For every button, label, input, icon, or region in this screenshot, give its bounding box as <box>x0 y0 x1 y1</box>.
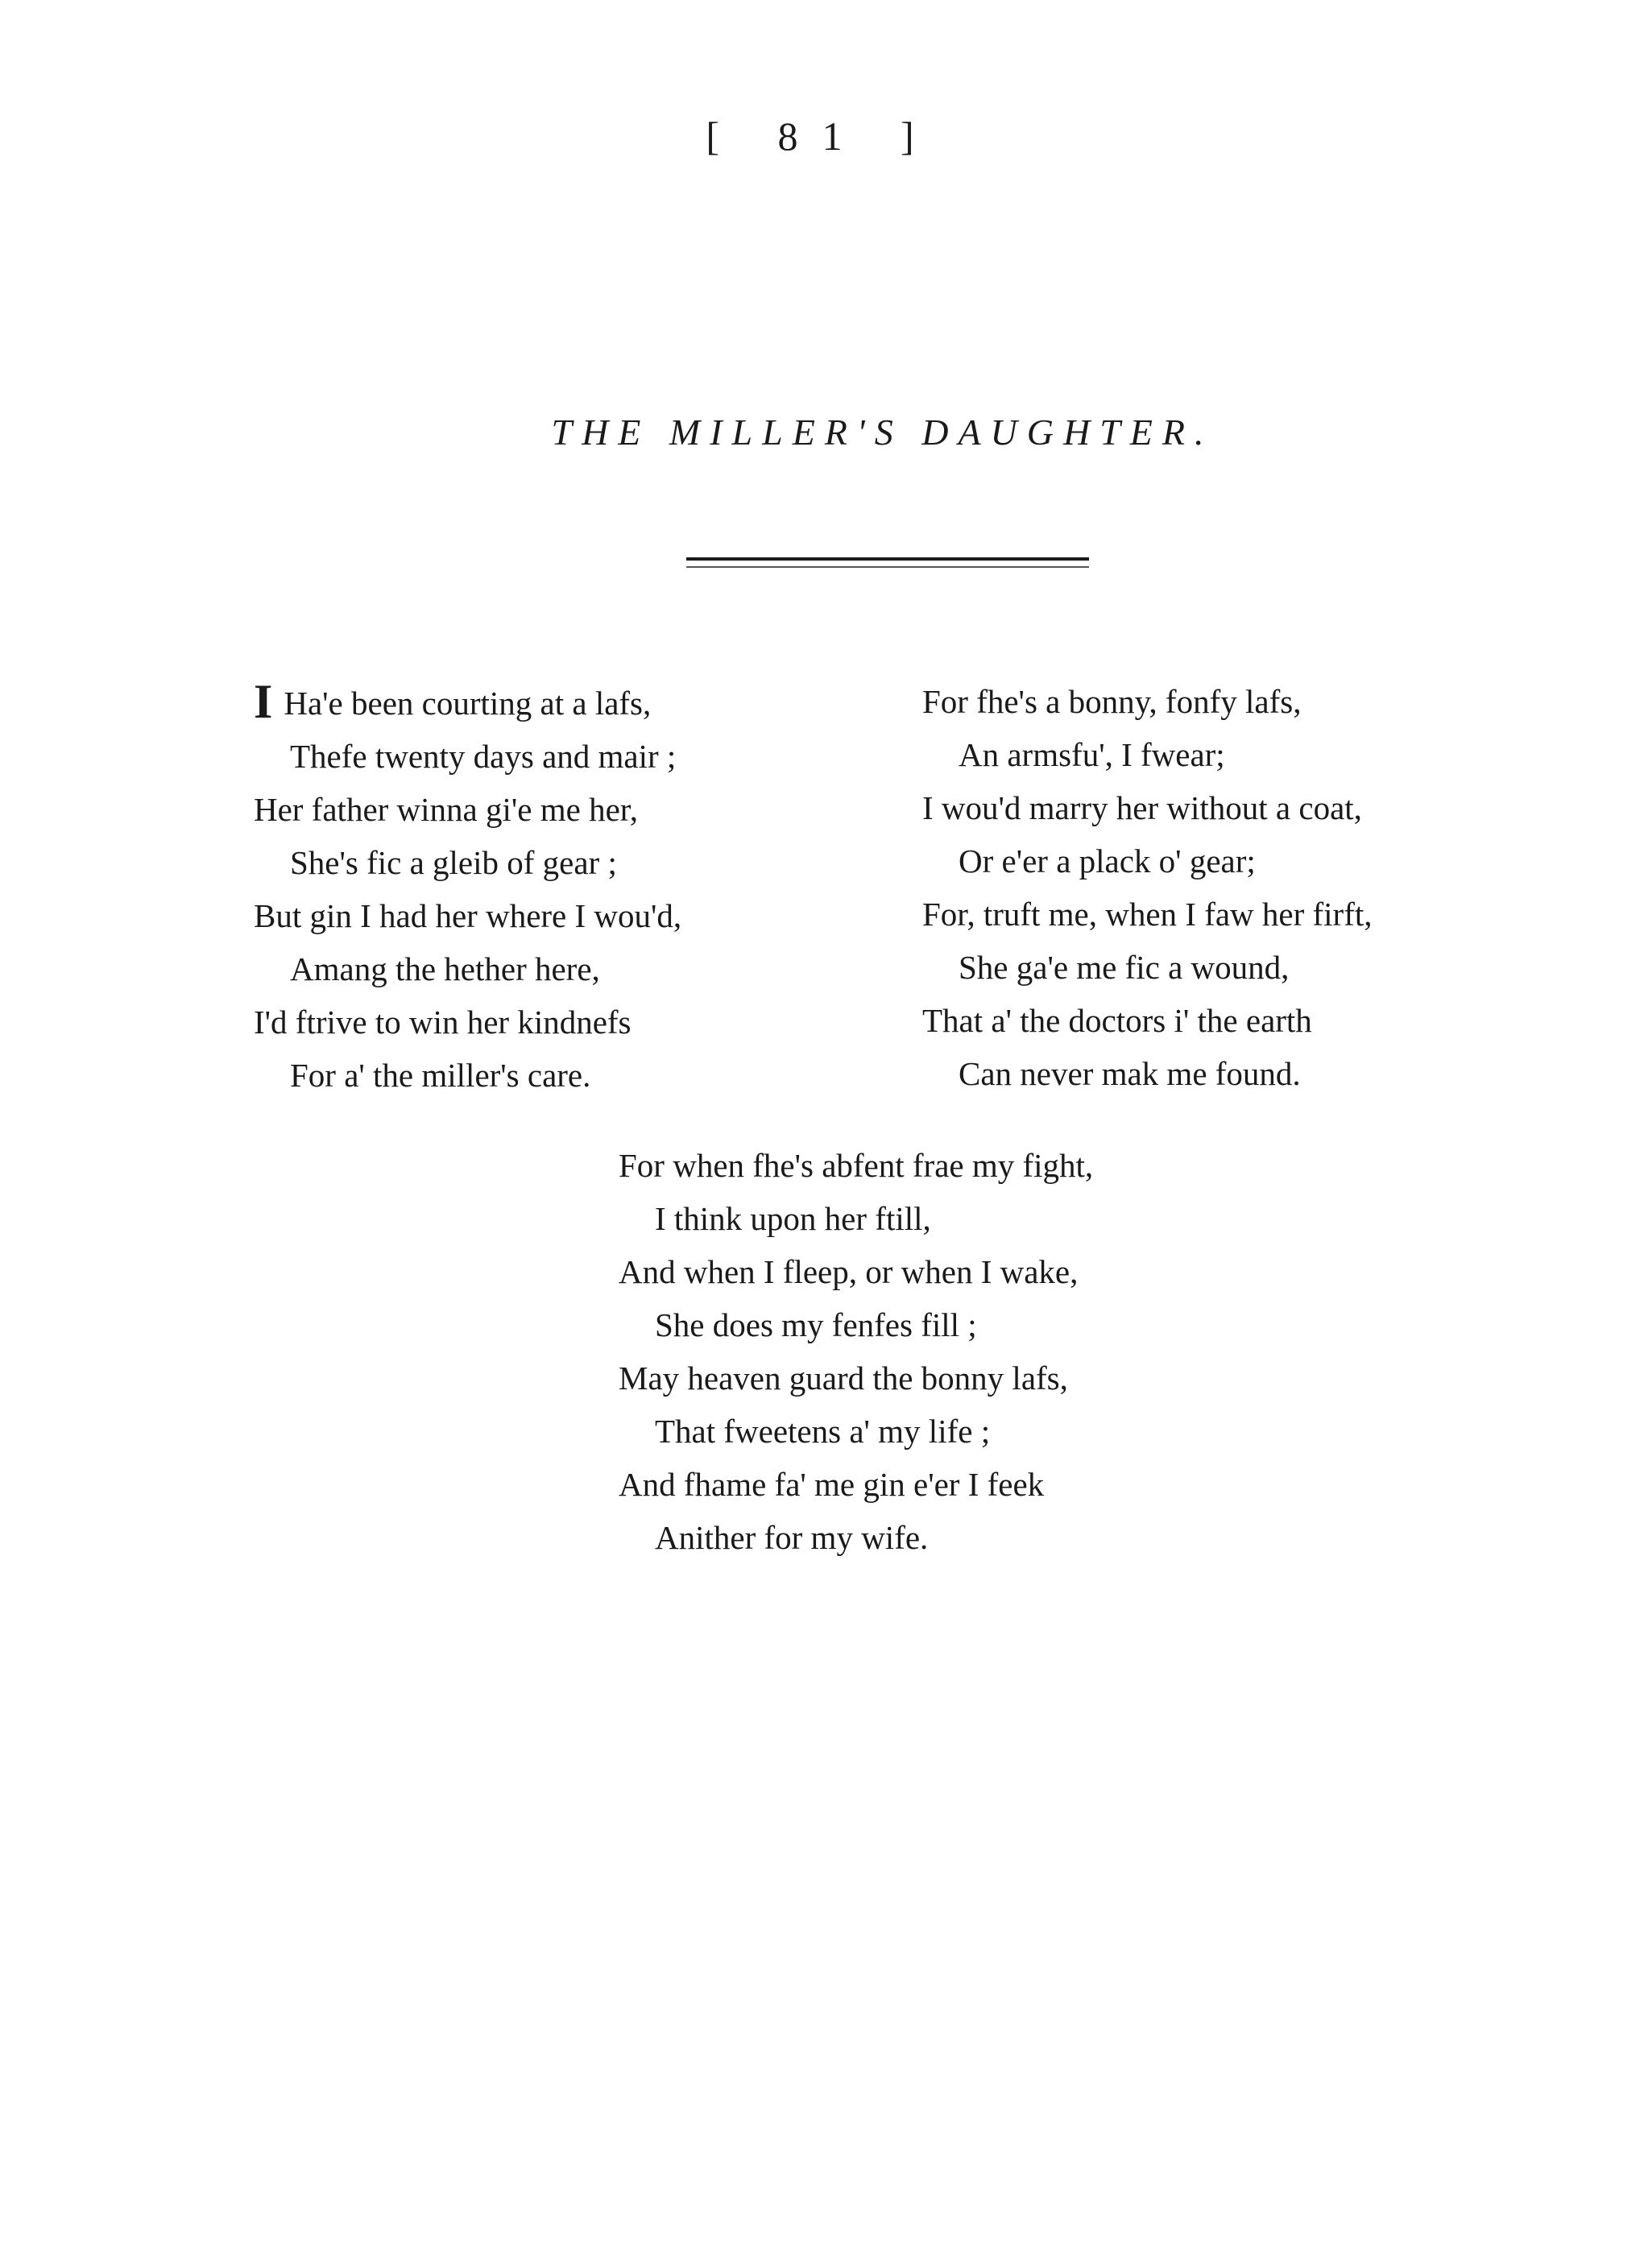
stanza-line: May heaven guard the bonny lafs, <box>619 1360 1068 1397</box>
stanza-line: Can never mak me found. <box>959 1055 1301 1092</box>
drop-cap: I <box>254 675 273 728</box>
stanza-line: That fweetens a' my life ; <box>655 1413 991 1450</box>
stanza-line: For a' the miller's care. <box>290 1057 591 1094</box>
stanza-line: She does my fenfes fill ; <box>655 1306 977 1343</box>
stanza-bottom <box>619 1139 1093 1564</box>
stanza-line: And fhame fa' me gin e'er I feek <box>619 1466 1045 1503</box>
stanza-line: For when fhe's abfent frae my fight, <box>619 1147 1094 1184</box>
rule-thick-line <box>686 557 1089 561</box>
stanza-line: I think upon her ftill, <box>655 1200 931 1237</box>
stanza-line: Her father winna gi'e me her, <box>254 791 639 828</box>
stanza-line: For, truft me, when I faw her firft, <box>922 896 1373 933</box>
stanza-line: I wou'd marry her without a coat, <box>922 789 1362 826</box>
stanza-line: And when I fleep, or when I wake, <box>619 1253 1079 1290</box>
stanza-line: An armsfu', I fwear; <box>959 736 1225 773</box>
stanza-line: Thefe twenty days and mair ; <box>290 738 677 775</box>
title-rule <box>686 557 1089 568</box>
rule-thin-line <box>686 566 1089 568</box>
stanza-line: I'd ftrive to win her kindnefs <box>254 1004 632 1041</box>
stanza-right <box>922 675 1373 1100</box>
page-number: [ 81 ] <box>706 114 938 159</box>
stanza-left <box>254 675 681 1102</box>
stanza-line <box>254 675 681 730</box>
stanza-line: Or e'er a plack o' gear; <box>959 842 1256 879</box>
stanza-line: For fhe's a bonny, fonfy lafs, <box>922 683 1302 720</box>
poem-title: THE MILLER'S DAUGHTER. <box>551 412 1214 453</box>
stanza-line: But gin I had her where I wou'd, <box>254 897 682 934</box>
stanza-line: Anither for my wife. <box>655 1519 929 1556</box>
stanza-line-text: Ha'e been courting at a lafs, <box>284 685 652 722</box>
stanza-line: She ga'e me fic a wound, <box>959 949 1290 986</box>
stanza-line: She's fic a gleib of gear ; <box>290 844 617 881</box>
stanza-line: Amang the hether here, <box>290 950 600 987</box>
stanza-line: That a' the doctors i' the earth <box>922 1002 1312 1039</box>
